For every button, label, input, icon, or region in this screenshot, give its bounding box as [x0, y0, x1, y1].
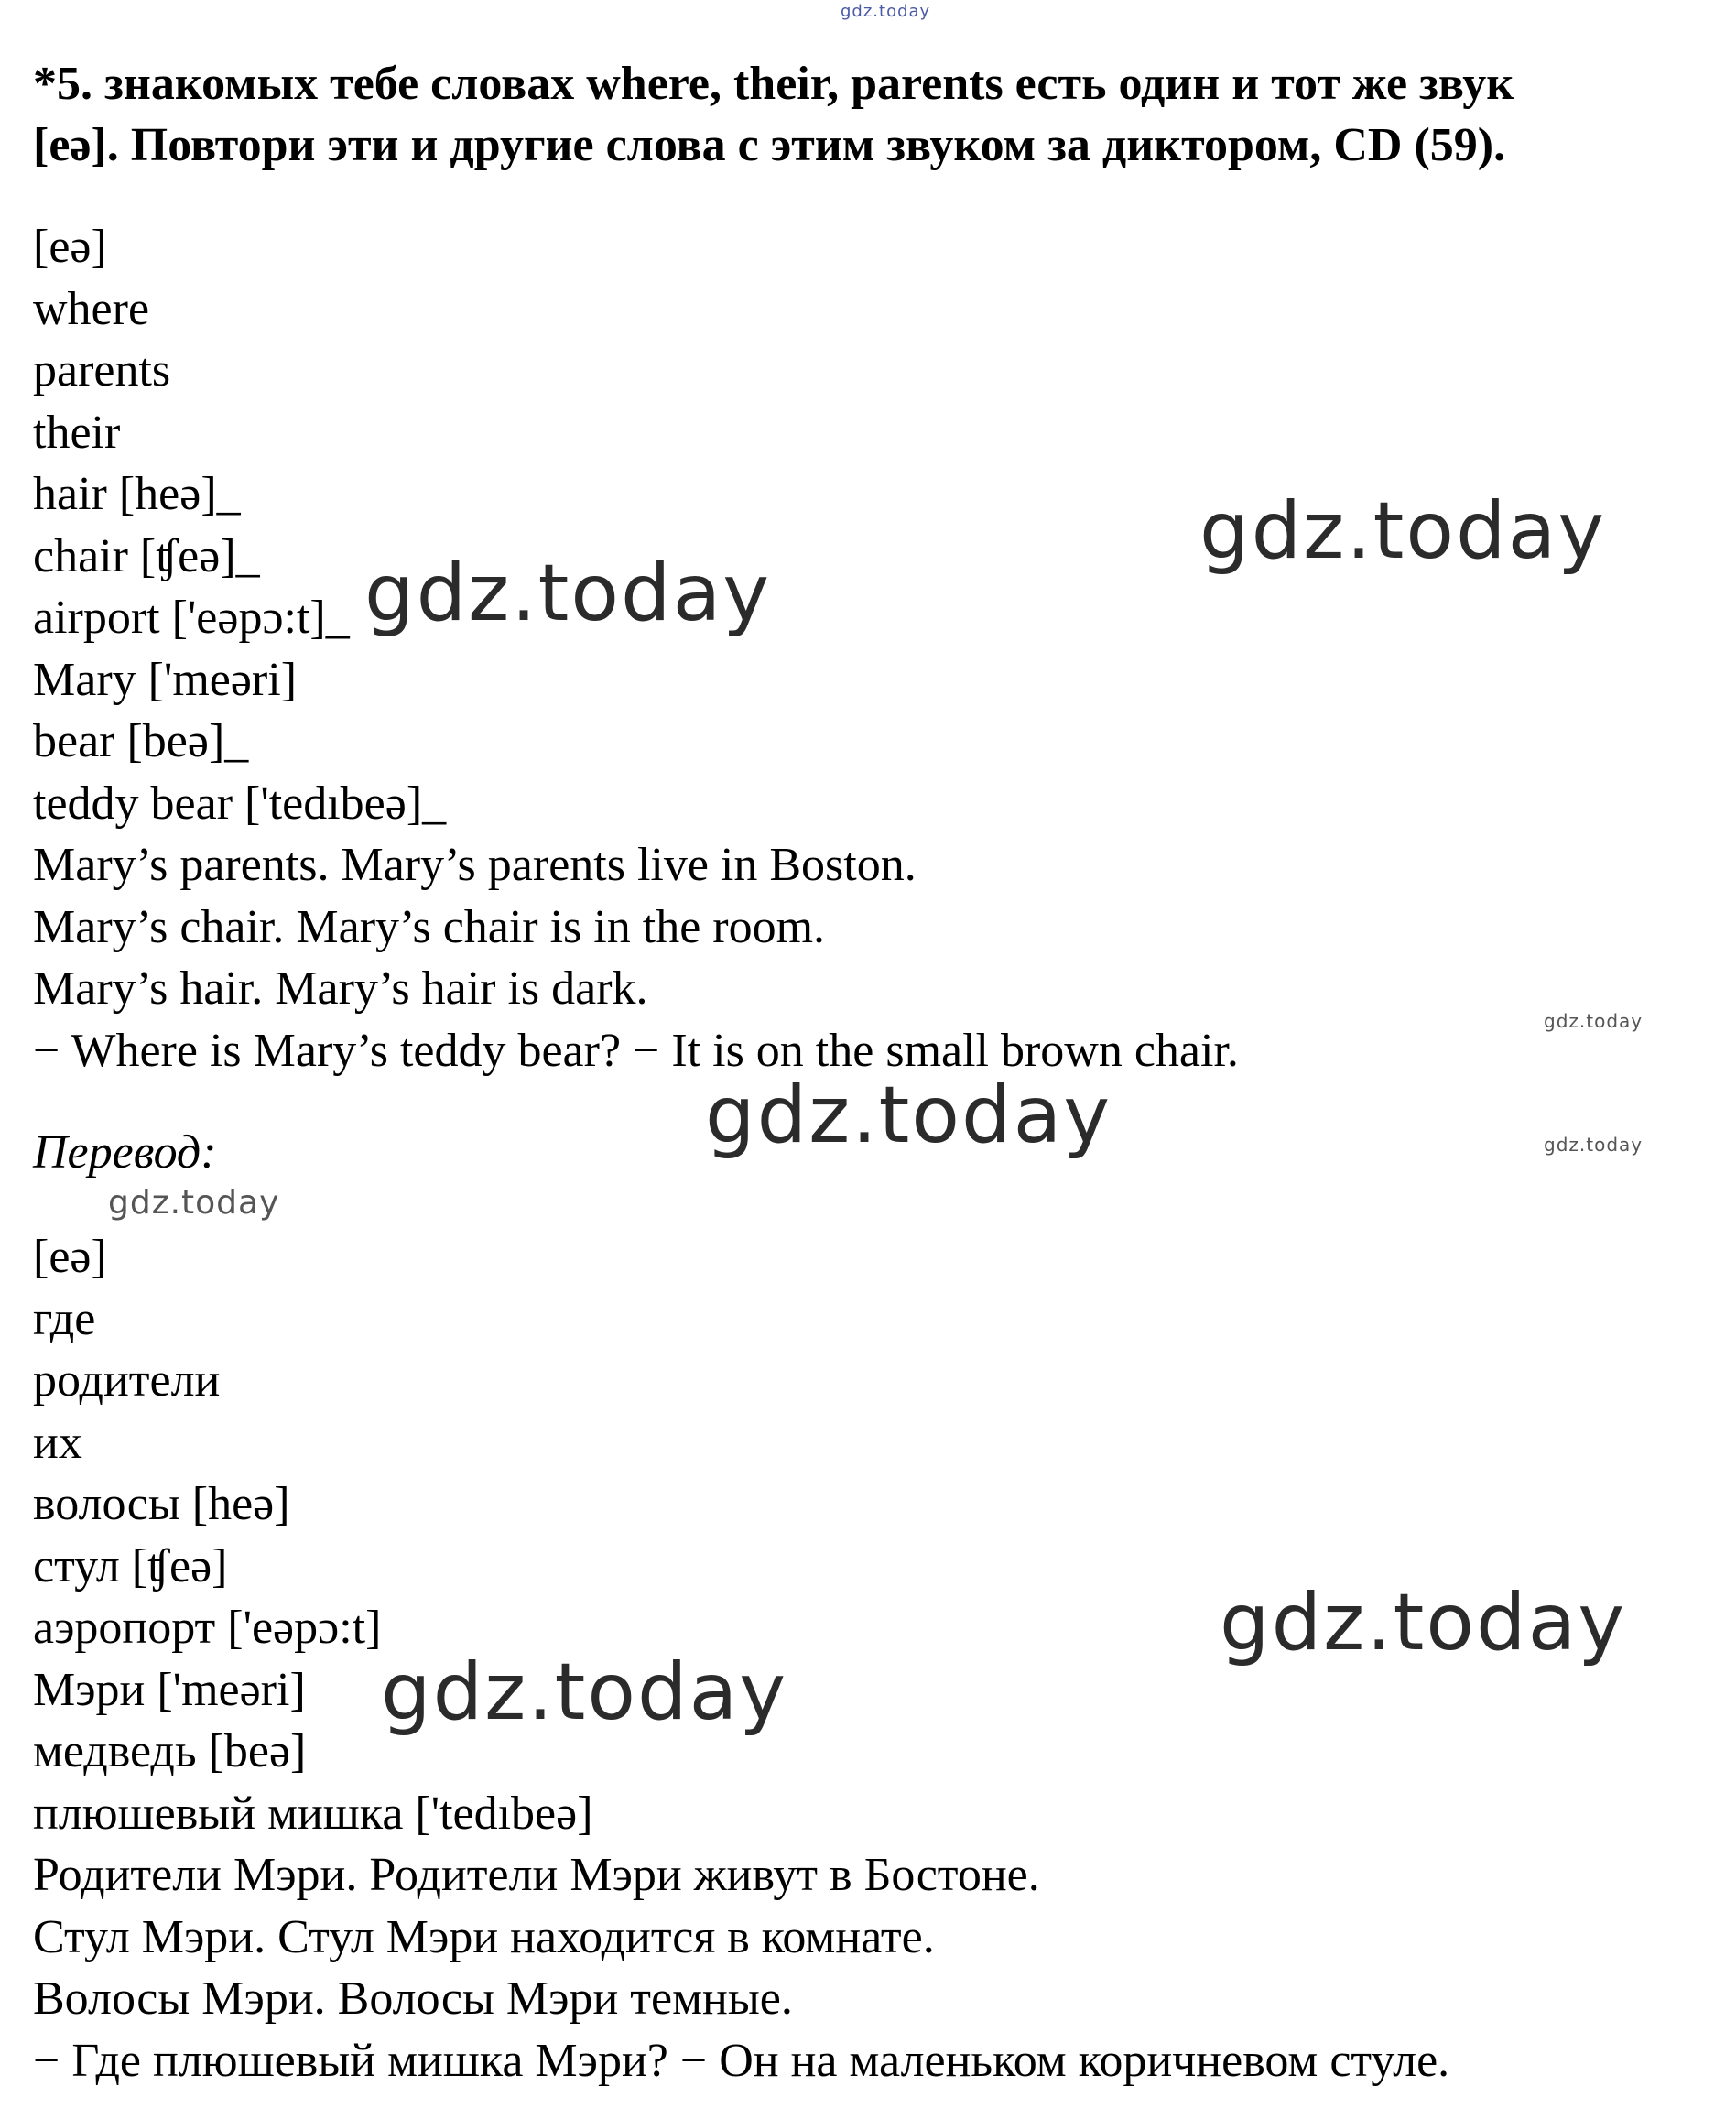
watermark-big-3: gdz.today: [705, 1070, 1112, 1161]
english-line: [eə]: [33, 221, 107, 273]
translation-line: Стул Мэри. Стул Мэри находится в комнате.: [33, 1910, 935, 1963]
english-line: airport ['eəpɔ:t]_: [33, 592, 350, 644]
translation-line: Родители Мэри. Родители Мэри живут в Бостоне.: [33, 1849, 1040, 1901]
english-line: Mary’s hair. Mary’s hair is dark.: [33, 962, 648, 1015]
watermark-big-4: gdz.today: [1220, 1577, 1627, 1668]
watermark-small-1: gdz.today: [1544, 1010, 1644, 1032]
exercise-heading: [33, 53, 1718, 176]
watermark-big-5: gdz.today: [381, 1646, 788, 1738]
english-line: parents: [33, 344, 171, 397]
translation-label: Перевод:: [33, 1126, 217, 1179]
english-line: Mary’s parents. Mary’s parents live in Boston.: [33, 839, 917, 891]
translation-line: волосы [heə]: [33, 1478, 290, 1530]
translation-line: [eə]: [33, 1231, 107, 1283]
translation-line: аэропорт ['eəpɔ:t]: [33, 1602, 382, 1654]
english-word-list: [33, 216, 1239, 1081]
english-line: where: [33, 282, 150, 335]
translation-line: родители: [33, 1354, 221, 1407]
english-line: their: [33, 406, 121, 459]
translation-line: медведь [beə]: [33, 1725, 307, 1777]
translation-line: где: [33, 1292, 96, 1345]
english-line: hair [heə]_: [33, 468, 241, 520]
watermark-small-2: gdz.today: [1544, 1134, 1644, 1156]
english-line: bear [beə]_: [33, 715, 249, 767]
watermark-top: gdz.today: [841, 2, 931, 21]
translation-line: Мэри ['meəri]: [33, 1663, 306, 1716]
english-line: − Where is Mary’s teddy bear? − It is on the small brown chair.: [33, 1024, 1239, 1077]
english-line: Mary ['meəri]: [33, 653, 298, 706]
translation-line: − Где плюшевый мишка Мэри? − Он на маленьком коричневом стуле.: [33, 2034, 1450, 2087]
heading-line-1: *5. знакомых тебе словах where, their, parents есть один и тот же звук: [33, 58, 1514, 110]
english-line: teddy bear ['tedıbeə]_: [33, 777, 447, 830]
watermark-mid-1: gdz.today: [108, 1184, 280, 1222]
watermark-big-2: gdz.today: [364, 548, 772, 639]
translation-line: Волосы Мэри. Волосы Мэри темные.: [33, 1972, 793, 2025]
heading-line-2: [eə]. Повтори эти и другие слова с этим звуком за диктором, CD (59).: [33, 119, 1506, 171]
english-line: chair [ʧeə]_: [33, 529, 260, 582]
translation-line: плюшевый мишка ['tedıbeə]: [33, 1787, 593, 1840]
watermark-big-1: gdz.today: [1199, 485, 1607, 577]
translation-line: стул [ʧeə]: [33, 1539, 228, 1592]
translation-line: их: [33, 1416, 82, 1469]
english-line: Mary’s chair. Mary’s chair is in the room.: [33, 900, 826, 953]
